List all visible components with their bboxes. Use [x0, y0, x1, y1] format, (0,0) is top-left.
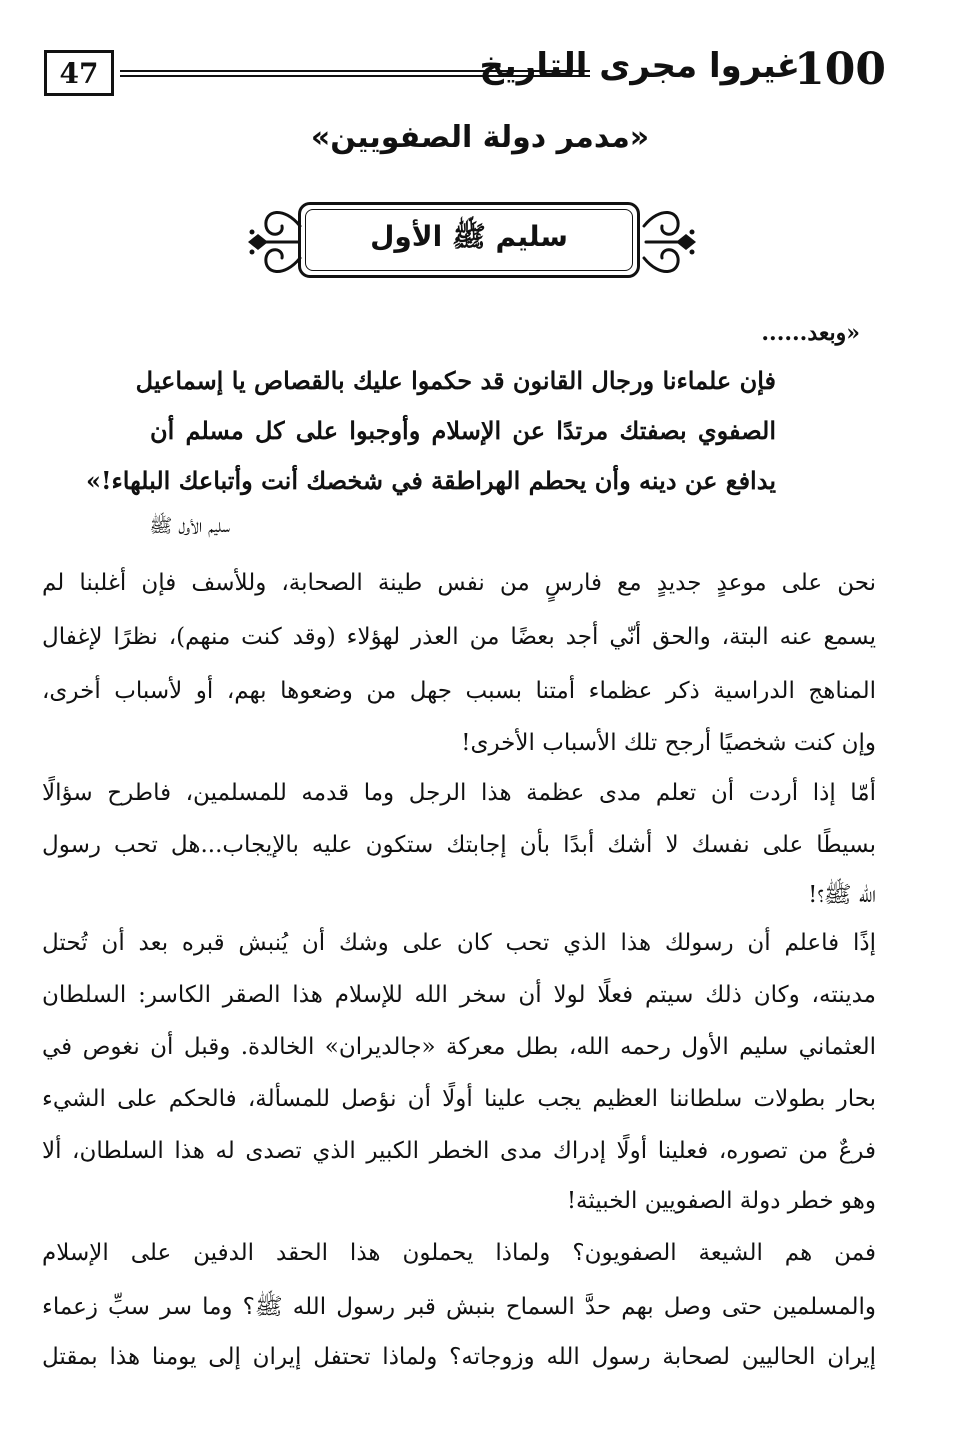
- page-header: [44, 44, 886, 108]
- left-flourish-ornament: [244, 196, 304, 288]
- body-line: نحن على موعدٍ جديدٍ مع فارسٍ من نفس طينة الصحابة، وللأسف فإن أغلبنا لم: [42, 570, 876, 596]
- book-title: غيروا مجرى التاريخ: [479, 46, 800, 86]
- quote-signature: سليم الأول ﷺ: [149, 515, 230, 537]
- quote-intro: «وبعد......: [761, 320, 860, 346]
- chapter-subtitle: «مدمر دولة الصفويين»: [310, 120, 650, 155]
- body-line: المناهج الدراسية ذكر عظماء أمتنا بسبب جهل من وضعوها بهم، أو لأسباب أخرى،: [42, 678, 876, 704]
- body-line: أمّا إذا أردت أن تعلم مدى عظمة هذا الرجل وما قدمه للمسلمين، فاطرح سؤالًا: [42, 780, 876, 806]
- body-line: مدينته، وكان ذلك سيتم فعلًا لولا أن سخر الله للإسلام هذا الصقر الكاسر: السلطان: [42, 982, 876, 1008]
- page-number: 47: [44, 50, 114, 96]
- quote-line: الصفوي بصفتك مرتدًا عن الإسلام وأوجبوا على كل مسلم أن: [150, 416, 776, 445]
- body-line: فمن هم الشيعة الصفويون؟ ولماذا يحملون هذا الحقد الدفين على الإسلام: [42, 1240, 876, 1266]
- chapter-heading-frame: [244, 196, 700, 288]
- body-line: إيران الحاليين لصحابة رسول الله وزوجاته؟ ولماذا تحتفل إيران إلى يومنا هذا بمقتل: [42, 1344, 876, 1370]
- body-line: والمسلمين حتى وصل بهم حدَّ السماح بنبش قبر رسول الله ﷺ؟ وما سر سبِّ زعماء: [42, 1294, 876, 1320]
- body-line: بسيطًا على نفسك لا أشك أبدًا بأن إجابتك ستكون عليه بالإيجاب...هل تحب رسول: [42, 832, 876, 858]
- body-line: وإن كنت شخصيًا أرجح تلك الأسباب الأخرى!: [461, 730, 876, 756]
- right-flourish-ornament: [640, 196, 700, 288]
- book-number: 100: [794, 44, 886, 95]
- chapter-title: سليم ﷺ الأول: [370, 220, 568, 253]
- body-line: يسمع عنه البتة، والحق أنّي أجد بعضًا من العذر لهؤلاء (وقد كنت منهم)، نظرًا لإغفال: [42, 624, 876, 650]
- body-line: بحار بطولات سلطاننا العظيم يجب علينا أولًا أن نؤصل للمسألة، فالحكم على الشيء: [42, 1086, 876, 1112]
- body-line: فرعٌ من تصوره، فعلينا أولًا إدراك مدى الخطر الكبير الذي تصدى له هذا السلطان، ألا: [42, 1138, 876, 1164]
- quote-line: فإن علماءنا ورجال القانون قد حكموا عليك بالقصاص يا إسماعيل: [135, 366, 776, 395]
- body-line: وهو خطر دولة الصفويين الخبيثة!: [566, 1188, 876, 1214]
- body-line: العثماني سليم الأول رحمه الله، بطل معركة «جالديران» الخالدة. وقبل أن نغوص في: [42, 1034, 876, 1060]
- quote-line: يدافع عن دينه وأن يحطم الهراطقة في شخصك أنت وأتباعك البلهاء!»: [85, 466, 776, 495]
- body-line: الله ﷺ؟!: [808, 882, 876, 908]
- body-line: إذًا فاعلم أن رسولك هذا الذي تحب كان على وشك أن يُنبش قبره بعد أن تُحتل: [42, 930, 876, 956]
